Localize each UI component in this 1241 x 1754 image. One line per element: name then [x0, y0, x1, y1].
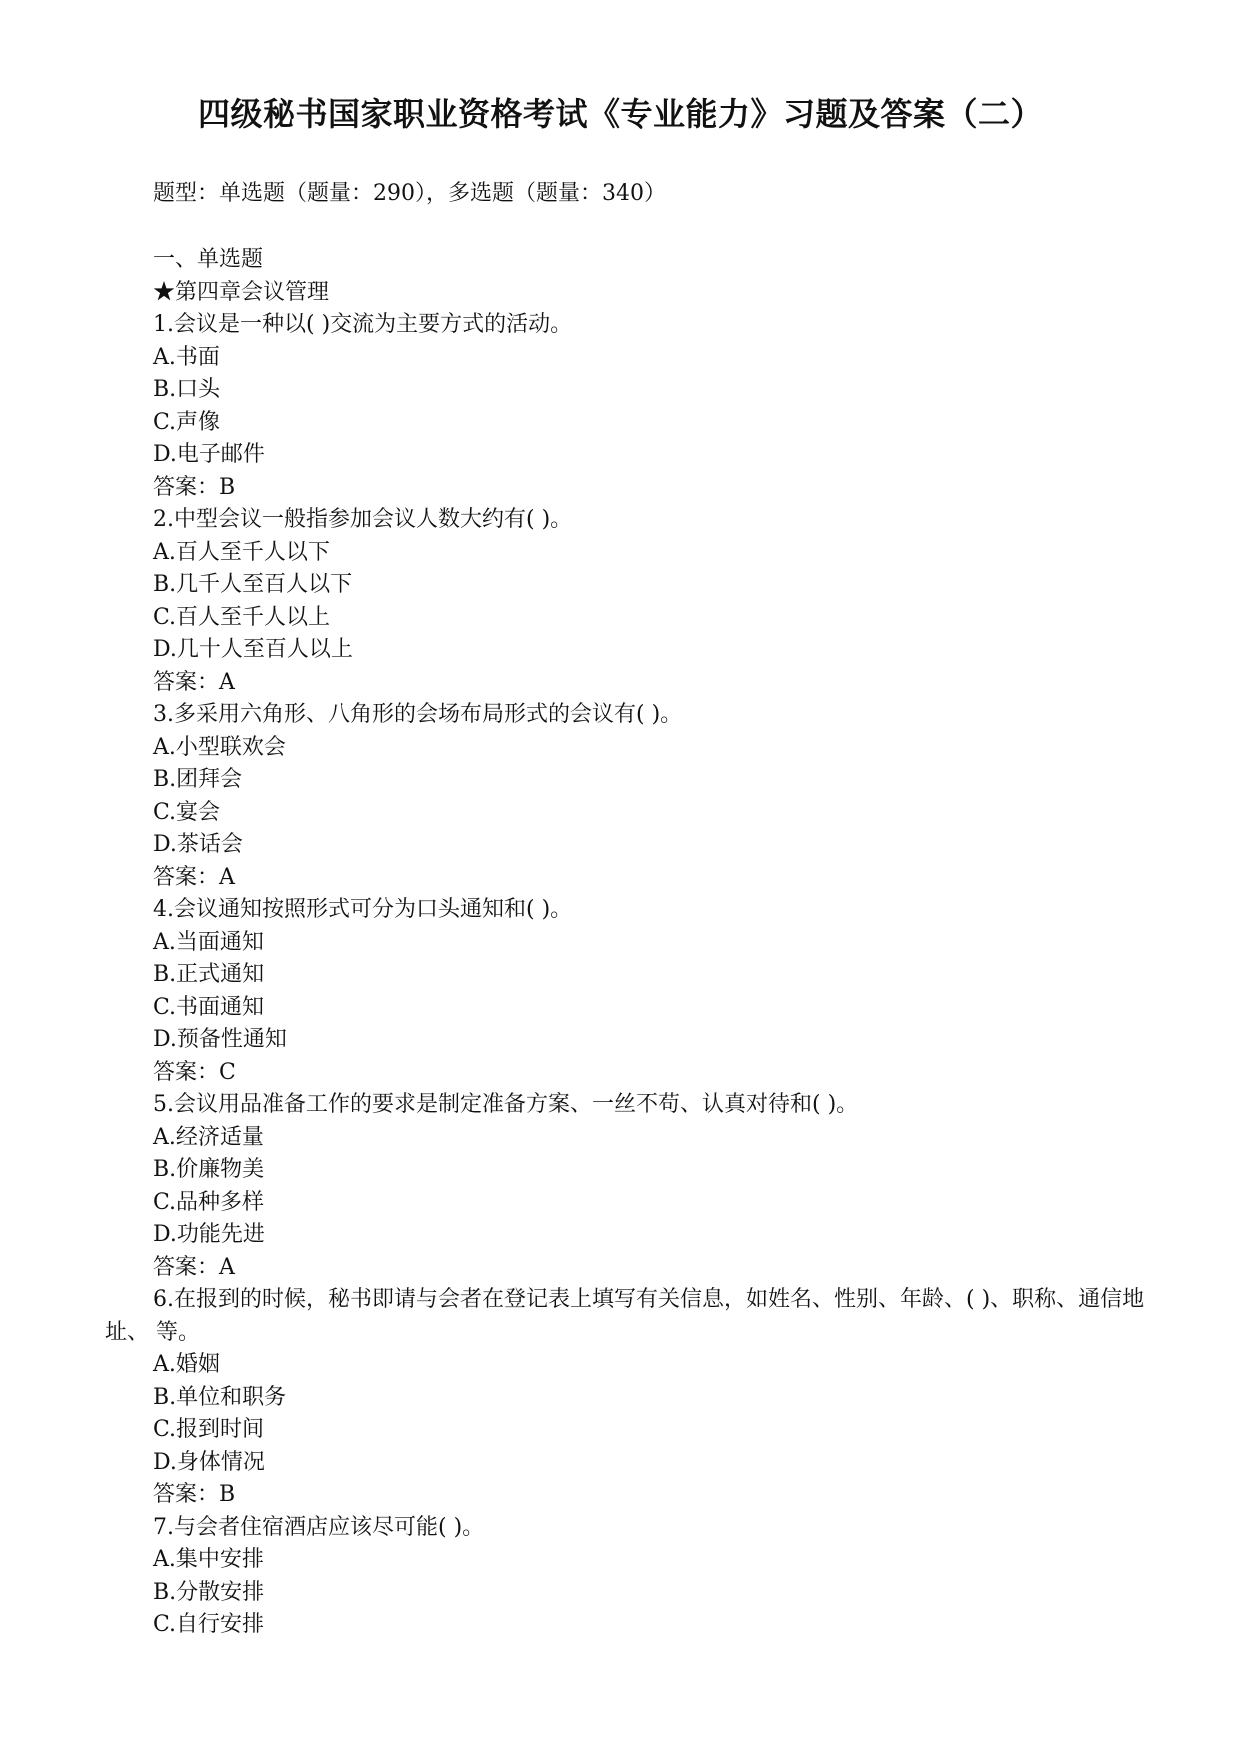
- option-b: B.几千人至百人以下: [153, 572, 353, 597]
- option-b: B.价廉物美: [153, 1157, 265, 1182]
- question-text: 6.在报到的时候，秘书即请与会者在登记表上填写有关信息，如姓名、性别、年龄、( )、职称、通信地址、 等。: [105, 1287, 1145, 1345]
- option-d: D.身体情况: [153, 1449, 265, 1475]
- answer-text: 答案：A: [153, 669, 235, 695]
- question-block: [105, 699, 1145, 894]
- option-a: A.当面通知: [153, 929, 264, 955]
- option-a: A.小型联欢会: [153, 734, 286, 760]
- question-text: 3.多采用六角形、八角形的会场布局形式的会议有( )。: [153, 702, 683, 727]
- question-text: 5.会议用品准备工作的要求是制定准备方案、一丝不苟、认真对待和( )。: [153, 1092, 859, 1117]
- question-text: 7.与会者住宿酒店应该尽可能( )。: [153, 1514, 485, 1540]
- answer-text: 答案：B: [153, 1482, 236, 1507]
- option-b: B.正式通知: [153, 962, 265, 987]
- question-block: [105, 894, 1145, 1089]
- question-block: [105, 309, 1145, 504]
- answer-text: 答案：A: [153, 1254, 235, 1280]
- question-type-summary: 题型：单选题（题量：290），多选题（题量：340）: [153, 181, 666, 206]
- answer-text: 答案：A: [153, 864, 235, 890]
- option-c: C.百人至千人以上: [153, 604, 331, 630]
- option-b: B.团拜会: [153, 767, 243, 792]
- option-b: B.口头: [153, 377, 221, 402]
- option-a: A.集中安排: [153, 1547, 264, 1572]
- option-d: D.功能先进: [153, 1222, 265, 1247]
- question-text: 4.会议通知按照形式可分为口头通知和( )。: [153, 897, 573, 922]
- option-d: D.电子邮件: [153, 442, 265, 467]
- option-a: A.百人至千人以下: [153, 539, 330, 565]
- question-block: [105, 1089, 1145, 1284]
- option-d: D.几十人至百人以上: [153, 637, 353, 662]
- chapter-heading: ★第四章会议管理: [153, 279, 330, 305]
- option-c: C.自行安排: [153, 1612, 265, 1637]
- option-d: D.预备性通知: [153, 1027, 287, 1052]
- section-heading: 一、单选题: [153, 247, 264, 272]
- option-c: C.报到时间: [153, 1417, 265, 1442]
- option-a: A.经济适量: [153, 1124, 264, 1150]
- option-c: C.宴会: [153, 799, 221, 825]
- question-text: 1.会议是一种以( )交流为主要方式的活动。: [153, 312, 573, 337]
- option-c: C.书面通知: [153, 994, 265, 1020]
- question-text: 2.中型会议一般指参加会议人数大约有( )。: [153, 507, 573, 532]
- document-body: [105, 244, 1145, 1642]
- option-a: A.书面: [153, 344, 220, 370]
- question-block: [105, 1284, 1145, 1512]
- answer-text: 答案：C: [153, 1059, 236, 1085]
- option-b: B.单位和职务: [153, 1384, 287, 1410]
- option-c: C.声像: [153, 409, 221, 435]
- answer-text: 答案：B: [153, 474, 236, 500]
- question-block: [105, 1512, 1145, 1642]
- option-d: D.茶话会: [153, 832, 243, 857]
- document-title: 四级秘书国家职业资格考试《专业能力》习题及答案（二）: [197, 95, 1043, 133]
- option-b: B.分散安排: [153, 1579, 265, 1605]
- question-block: [105, 504, 1145, 699]
- option-c: C.品种多样: [153, 1189, 265, 1215]
- option-a: A.婚姻: [153, 1352, 220, 1377]
